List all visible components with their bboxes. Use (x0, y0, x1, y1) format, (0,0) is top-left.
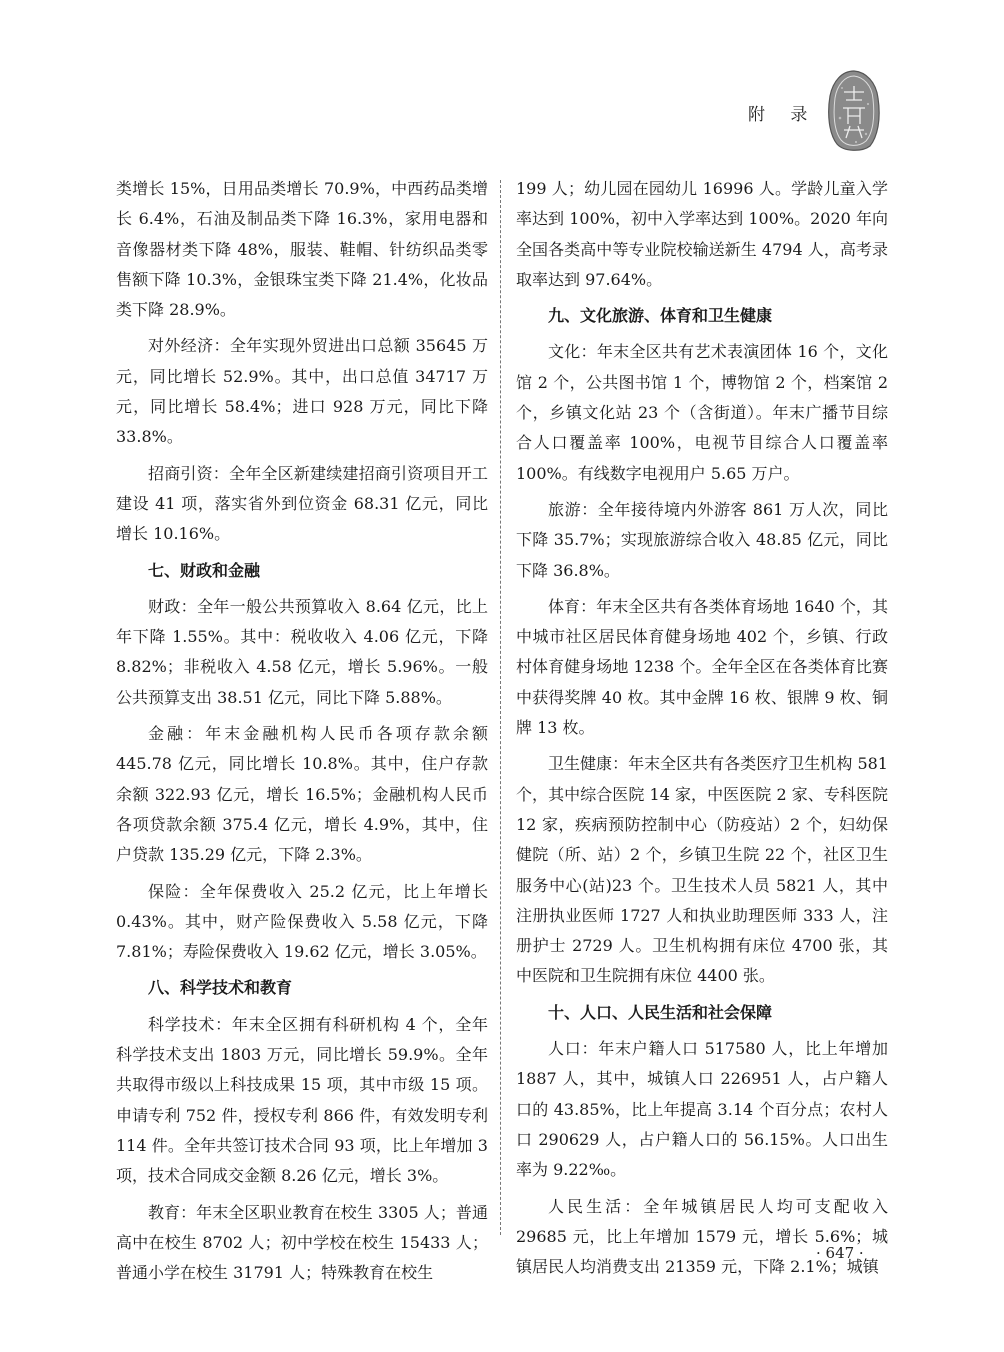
section-heading-culture-health: 九、文化旅游、体育和卫生健康 (548, 306, 773, 326)
paragraph-population: 人口：年末户籍人口 517580 人，比上年增加 1887 人，其中，城镇人口 226951 人，占户籍人口的 43.85%，比上年提高 3.14 个百分点；农村人口 290629 人，占户籍人口的 56.15%。人口出生率为 9.22‰。 (516, 1039, 888, 1180)
running-header: 附 录 (748, 105, 818, 125)
paragraph-banking: 金融：年末金融机构人民币各项存款余额 445.78 亿元，同比增长 10.8%。其中，住户存款余额 322.93 亿元，增长 16.5%；金融机构人民币各项贷款余额 375.4 亿元，增长 4.9%，其中，住户贷款 135.29 亿元，下降 2.3%。 (116, 724, 488, 865)
paragraph-living-standards: 人民生活：全年城镇居民人均可支配收入 29685 元，比上年增加 1579 元，增长 5.6%；城镇居民人均消费支出 21359 元，下降 2.1%；城镇 (516, 1196, 888, 1277)
section-heading-population: 十、人口、人民生活和社会保障 (548, 1002, 773, 1022)
page-number: · 647 · (816, 1244, 864, 1262)
paragraph: 类增长 15%，日用品类增长 70.9%，中西药品类增长 6.4%，石油及制品类下降 16.3%，家用电器和音像器材类下降 48%，服装、鞋帽、针纺织品类零售额下降 10.3%，金银珠宝类下降 21.4%，化妆品类下降 28.9%。 (116, 179, 488, 320)
paragraph-investment: 招商引资：全年全区新建续建招商引资项目开工建设 41 项，落实省外到位资金 68.31 亿元，同比增长 10.16%。 (116, 463, 488, 544)
paragraph-public-finance: 财政：全年一般公共预算收入 8.64 亿元，比上年下降 1.55%。其中：税收收入 4.06 亿元，下降 8.82%；非税收入 4.58 亿元，增长 5.96%。一般公共预算支出 38.51 亿元，同比下降 5.88%。 (116, 596, 488, 707)
section-heading-science-education: 八、科学技术和教育 (148, 978, 293, 998)
left-column (116, 174, 488, 1294)
section-heading-finance: 七、财政和金融 (148, 560, 261, 580)
paragraph-health: 卫生健康：年末全区共有各类医疗卫生机构 581 个，其中综合医院 14 家，中医医院 2 家、专科医院 12 家，疾病预防控制中心（防疫站）2 个，妇幼保健院（所、站）2 个，乡镇卫生院 22 个，社区卫生服务中心(站)23 个。卫生技术人员 5821 人，其中注册执业医师 1727 人和执业助理医师 333 人，注册护士 2729 人。卫生机构拥有床位 4700 张，其中医院和卫生院拥有床位 4400 张。 (516, 754, 888, 986)
paragraph-insurance: 保险：全年保费收入 25.2 亿元，比上年增长 0.43%。其中，财产险保费收入 5.58 亿元，下降 7.81%；寿险保费收入 19.62 亿元，增长 3.05%。 (116, 881, 488, 962)
right-column (516, 174, 888, 1288)
paragraph-science: 科学技术：年末全区拥有科研机构 4 个，全年科学技术支出 1803 万元，同比增长 59.9%。全年共取得市级以上科技成果 15 项，其中市级 15 项。申请专利 752 件，授权专利 866 件，有效发明专利 114 件。全年共签订技术合同 93 项，比上年增加 3 项，技术合同成交金额 8.26 亿元，增长 3%。 (116, 1014, 488, 1186)
seal-stamp-icon (826, 68, 882, 152)
paragraph-foreign-economy: 对外经济：全年实现外贸进出口总额 35645 万元，同比增长 52.9%。其中，出口总值 34717 万元，同比增长 58.4%；进口 928 万元，同比下降 33.8%。 (116, 336, 488, 447)
paragraph-sports: 体育：年末全区共有各类体育场地 1640 个，其中城市社区居民体育健身场地 402 个，乡镇、行政村体育健身场地 1238 个。全年全区在各类体育比赛中获得奖牌 40 枚。其中金牌 16 枚、银牌 9 枚、铜牌 13 枚。 (516, 596, 888, 738)
column-divider (500, 180, 501, 1235)
paragraph-education: 教育：年末全区职业教育在校生 3305 人；普通高中在校生 8702 人；初中学校在校生 15433 人；普通小学在校生 31791 人；特殊教育在校生 (116, 1202, 488, 1283)
paragraph: 199 人；幼儿园在园幼儿 16996 人。学龄儿童入学率达到 100%，初中入学率达到 100%。2020 年向全国各类高中等专业院校输送新生 4794 人，高考录取率达到 97.64%。 (516, 179, 888, 289)
paragraph-culture: 文化：年末全区共有艺术表演团体 16 个，文化馆 2 个，公共图书馆 1 个，博物馆 2 个，档案馆 2 个，乡镇文化站 23 个（含街道）。年末广播节目综合人口覆盖率 100%，电视节目综合人口覆盖率 100%。有线数字电视用户 5.65 万户。 (516, 342, 888, 483)
paragraph-tourism: 旅游：全年接待境内外游客 861 万人次，同比下降 35.7%；实现旅游综合收入 48.85 亿元，同比下降 36.8%。 (516, 499, 888, 580)
